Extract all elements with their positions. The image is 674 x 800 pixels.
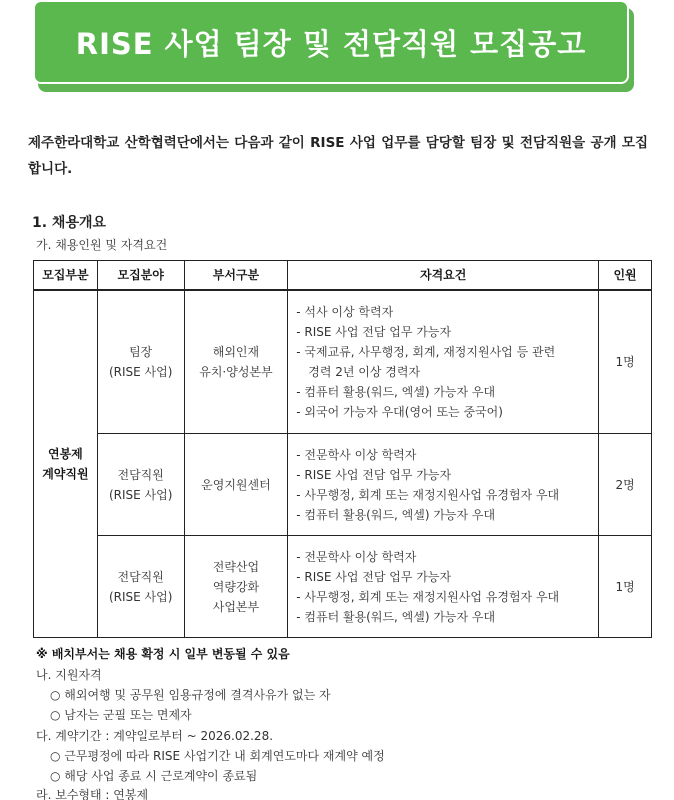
contract-item: ○ 해당 사업 종료 시 근로계약이 종료됨 <box>50 769 258 783</box>
requirements-cell <box>288 290 599 434</box>
dept-text: 전략산업 역량강화 사업본부 <box>212 559 260 614</box>
dept-text: 해외인재 유치·양성본부 <box>199 344 273 379</box>
field-cell <box>97 434 184 536</box>
field-cell <box>97 536 184 638</box>
requirement-item: - RISE 사업 전담 업무 가능자 <box>296 324 452 339</box>
header-count: 인원 <box>599 261 652 290</box>
header-type: 모집부분 <box>34 261 98 290</box>
table-row <box>34 290 652 434</box>
eligibility-item: ○ 남자는 군필 또는 면제자 <box>50 708 192 722</box>
requirement-item: - 사무행정, 회계 또는 재정지원사업 유경험자 우대 <box>296 589 560 604</box>
dept-text: 운영지원센터 <box>201 477 271 492</box>
requirement-item: - 전문학사 이상 학력자 <box>296 549 417 564</box>
dept-cell <box>184 290 288 434</box>
placement-note: ※ 배치부서는 채용 확정 시 일부 변동될 수 있음 <box>36 647 290 661</box>
title-banner <box>33 0 629 84</box>
dept-cell <box>184 434 288 536</box>
header-field: 모집분야 <box>97 261 184 290</box>
table-row <box>34 536 652 638</box>
intro-paragraph: 제주한라대학교 산학협력단에서는 다음과 같이 RISE 사업 업무를 담당할 팀장 및 전담직원을 공개 모집합니다. <box>28 135 648 177</box>
field-text: 전담직원 (RISE 사업) <box>108 467 173 502</box>
header-department: 부서구분 <box>184 261 288 290</box>
header-requirements: 자격요건 <box>288 261 599 290</box>
recruitment-table <box>33 260 652 638</box>
requirement-item: - RISE 사업 전담 업무 가능자 <box>296 569 452 584</box>
contract-item: ○ 근무평정에 따라 RISE 사업기간 내 회계연도마다 재계약 예정 <box>50 749 385 763</box>
requirement-item: - 사무행정, 회계 또는 재정지원사업 유경험자 우대 <box>296 487 560 502</box>
eligibility-item: ○ 해외여행 및 공무원 임용규정에 결격사유가 없는 자 <box>50 688 331 702</box>
subsection-ra-heading: 라. 보수형태 : 연봉제 <box>36 788 149 800</box>
field-text: 팀장 (RISE 사업) <box>108 344 173 379</box>
field-cell <box>97 290 184 434</box>
requirements-cell <box>288 536 599 638</box>
requirement-item: - 컴퓨터 활용(워드, 엑셀) 가능자 우대 <box>296 609 496 624</box>
subsection-da-heading: 다. 계약기간 : 계약일로부터 ~ 2026.02.28. <box>36 729 274 743</box>
requirement-item: 경력 2년 이상 경력자 <box>308 364 421 379</box>
requirement-item: - 컴퓨터 활용(워드, 엑셀) 가능자 우대 <box>296 384 496 399</box>
requirement-item: - 컴퓨터 활용(워드, 엑셀) 가능자 우대 <box>296 507 496 522</box>
dept-cell <box>184 536 288 638</box>
count-cell: 2명 <box>599 434 652 536</box>
field-text: 전담직원 (RISE 사업) <box>108 569 173 604</box>
requirement-item: - RISE 사업 전담 업무 가능자 <box>296 467 452 482</box>
requirements-cell <box>288 434 599 536</box>
requirement-item: - 전문학사 이상 학력자 <box>296 447 417 462</box>
subsection-na-heading: 나. 지원자격 <box>36 668 102 682</box>
page-title: RISE 사업 팀장 및 전담직원 모집공고 <box>75 26 587 61</box>
requirement-item: - 석사 이상 학력자 <box>296 304 394 319</box>
employment-type-cell <box>34 290 98 638</box>
requirement-item: - 외국어 가능자 우대(영어 또는 중국어) <box>296 404 503 419</box>
employment-type: 연봉제 계약직원 <box>42 446 89 481</box>
requirement-item: - 국제교류, 사무행정, 회계, 재정지원사업 등 관련 <box>296 344 556 359</box>
count-cell: 1명 <box>599 290 652 434</box>
count-cell: 1명 <box>599 536 652 638</box>
section-1-heading: 1. 채용개요 <box>32 215 107 231</box>
table-header-row <box>34 261 652 290</box>
subsection-ga-heading: 가. 채용인원 및 자격요건 <box>36 238 168 252</box>
table-row <box>34 434 652 536</box>
